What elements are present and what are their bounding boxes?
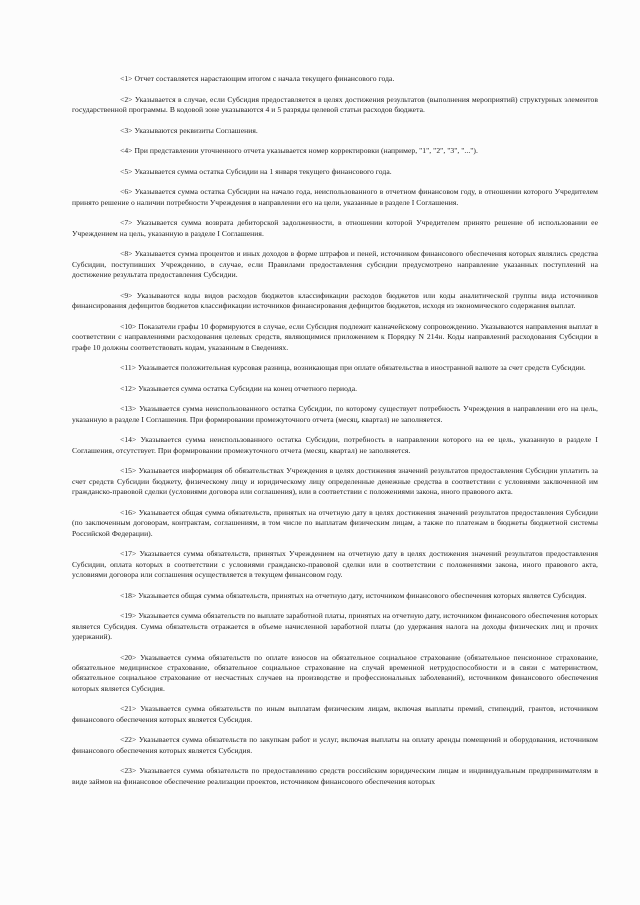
footnote-10: <10> Показатели графы 10 формируются в случае, если Субсидия подлежит казначейскому сопровождению. Указываются направления выплат в соответствии с направлениями расходования целевых средств, являющимися приложением к Порядку N 214н. Коды направлений расходования Субсидии в графе 10 должны соответствовать кодам, указанным в Сведениях. — [72, 321, 598, 352]
footnote-13: <13> Указывается сумма неиспользованного остатка Субсидии, по которому существует потребность Учреждения в направлении его на цель, указанную в разделе I Соглашения. При формировании промежуточного отчета (месяц, квартал) не заполняется. — [72, 404, 598, 424]
footnote-3: <3> Указываются реквизиты Соглашения. — [120, 125, 258, 135]
footnote-23: <23> Указывается сумма обязательств по предоставлению средств российским юридическим лицам и индивидуальным предпринимателям в виде займов на финансовое обеспечение реализации проектов, источником финансового обеспечения которых — [72, 766, 598, 786]
footnote-21: <21> Указывается сумма обязательств по иным выплатам физическим лицам, включая выплаты премий, стипендий, грантов, источником финансового обеспечения которых является Субсидия. — [72, 704, 598, 724]
footnote-7: <7> Указывается сумма возврата дебиторской задолженности, в отношении которой Учредителем принято решение об использовании ее Учреждением на цель, указанную в разделе I Соглашения. — [72, 218, 598, 238]
footnote-14: <14> Указывается сумма неиспользованного остатка Субсидии, потребность в направлении которого на ее цель, указанную в разделе I Соглашения, отсутствует. При формировании промежуточного отчета (месяц, квартал) не заполняется. — [72, 435, 598, 455]
footnote-5: <5> Указывается сумма остатка Субсидии на 1 января текущего финансового года. — [120, 166, 392, 176]
footnote-15: <15> Указывается информация об обязательствах Учреждения в целях достижения значений результатов предоставления Субсидии уплатить за счет средств Субсидии бюджету, физическому лицу и юридическому лицу определенные денежные средства в соответствии с условиями заключенной им гражданско-правовой сделки (условиями договора или соглашения), или в соответствии с положениями закона, иного правового акта. — [72, 466, 598, 497]
footnote-9: <9> Указываются коды видов расходов бюджетов классификации расходов бюджетов или коды аналитической группы вида источников финансирования дефицитов бюджетов классификации источников финансирования дефицитов бюджетов, исходя из экономического содержания выплат. — [72, 290, 598, 311]
footnote-18: <18> Указывается общая сумма обязательств, принятых на отчетную дату, источником финансового обеспечения которых является Субсидия. — [120, 590, 587, 600]
footnote-8: <8> Указывается сумма процентов и иных доходов в форме штрафов и пеней, источником финансового обеспечения которых являлись средства Субсидии, поступивших Учреждению, в случае, если Правилами предоставления субсидии предусмотрено направление указанных поступлений на достижение результата предоставления Субсидии. — [72, 249, 598, 280]
footnote-4: <4> При представлении уточненного отчета указывается номер корректировки (например, "1", "2", "3", "..."). — [120, 146, 478, 156]
footnote-20: <20> Указывается сумма обязательств по оплате взносов на обязательное социальное страхование (обязательное пенсионное страхование, обязательное медицинское страхование, обязательное социальное страхование на случай временной нетрудоспособности и в связи с материнством, обязательное социальное страхование от несчастных случаев на производстве и профессиональных заболеваний), источником финансового обеспечения которых является Субсидия. — [72, 652, 598, 693]
footnote-11: <11> Указывается положительная курсовая разница, возникающая при оплате обязательства в иностранной валюте за счет средств Субсидии. — [120, 363, 586, 373]
footnote-12: <12> Указывается сумма остатка Субсидии на конец отчетного периода. — [120, 383, 358, 393]
footnote-16: <16> Указывается общая сумма обязательств, принятых на отчетную дату в целях достижения значений результатов предоставления Субсидии (по заключенным договорам, контрактам, соглашениям, в том числе по выплатам физическим лицам, а также по платежам в бюджеты бюджетной системы Российской Федерации). — [72, 507, 598, 538]
footnote-6: <6> Указывается сумма остатка Субсидии на начало года, неиспользованного в отчетном финансовом году, в отношении которого Учредителем принято решение о наличии потребности Учреждения в направлении его на цели, указанные в разделе I Соглашения. — [72, 187, 598, 207]
footnote-19: <19> Указывается сумма обязательств по выплате заработной платы, принятых на отчетную дату, источником финансового обеспечения которых является Субсидия. Сумма обязательств отражается в объеме начисленной заработной платы (до удержания налога на доходы физических лиц и прочих удержаний). — [72, 611, 598, 641]
footnote-2: <2> Указывается в случае, если Субсидия предоставляется в целях достижения результатов (выполнения мероприятий) структурных элементов государственной программы. В кодовой зоне указываются 4 и 5 разряды целевой статьи расходов бюджета. — [72, 94, 598, 114]
footnote-22: <22> Указывается сумма обязательств по закупкам работ и услуг, включая выплаты на оплату аренды помещений и оборудования, источником финансового обеспечения которых является Субсидия. — [72, 735, 598, 755]
footnote-17: <17> Указывается сумма обязательств, принятых Учреждением на отчетную дату в целях достижения значений результатов предоставления Субсидии, оплата которых в соответствии с условиями гражданско-правовой сделки или в соответствии с положениями закона, иного правового акта, условиями договора или соглашения осуществляется в текущем финансовом году. — [72, 549, 598, 579]
footnote-1: <1> Отчет составляется нарастающим итогом с начала текущего финансового года. — [120, 74, 395, 83]
